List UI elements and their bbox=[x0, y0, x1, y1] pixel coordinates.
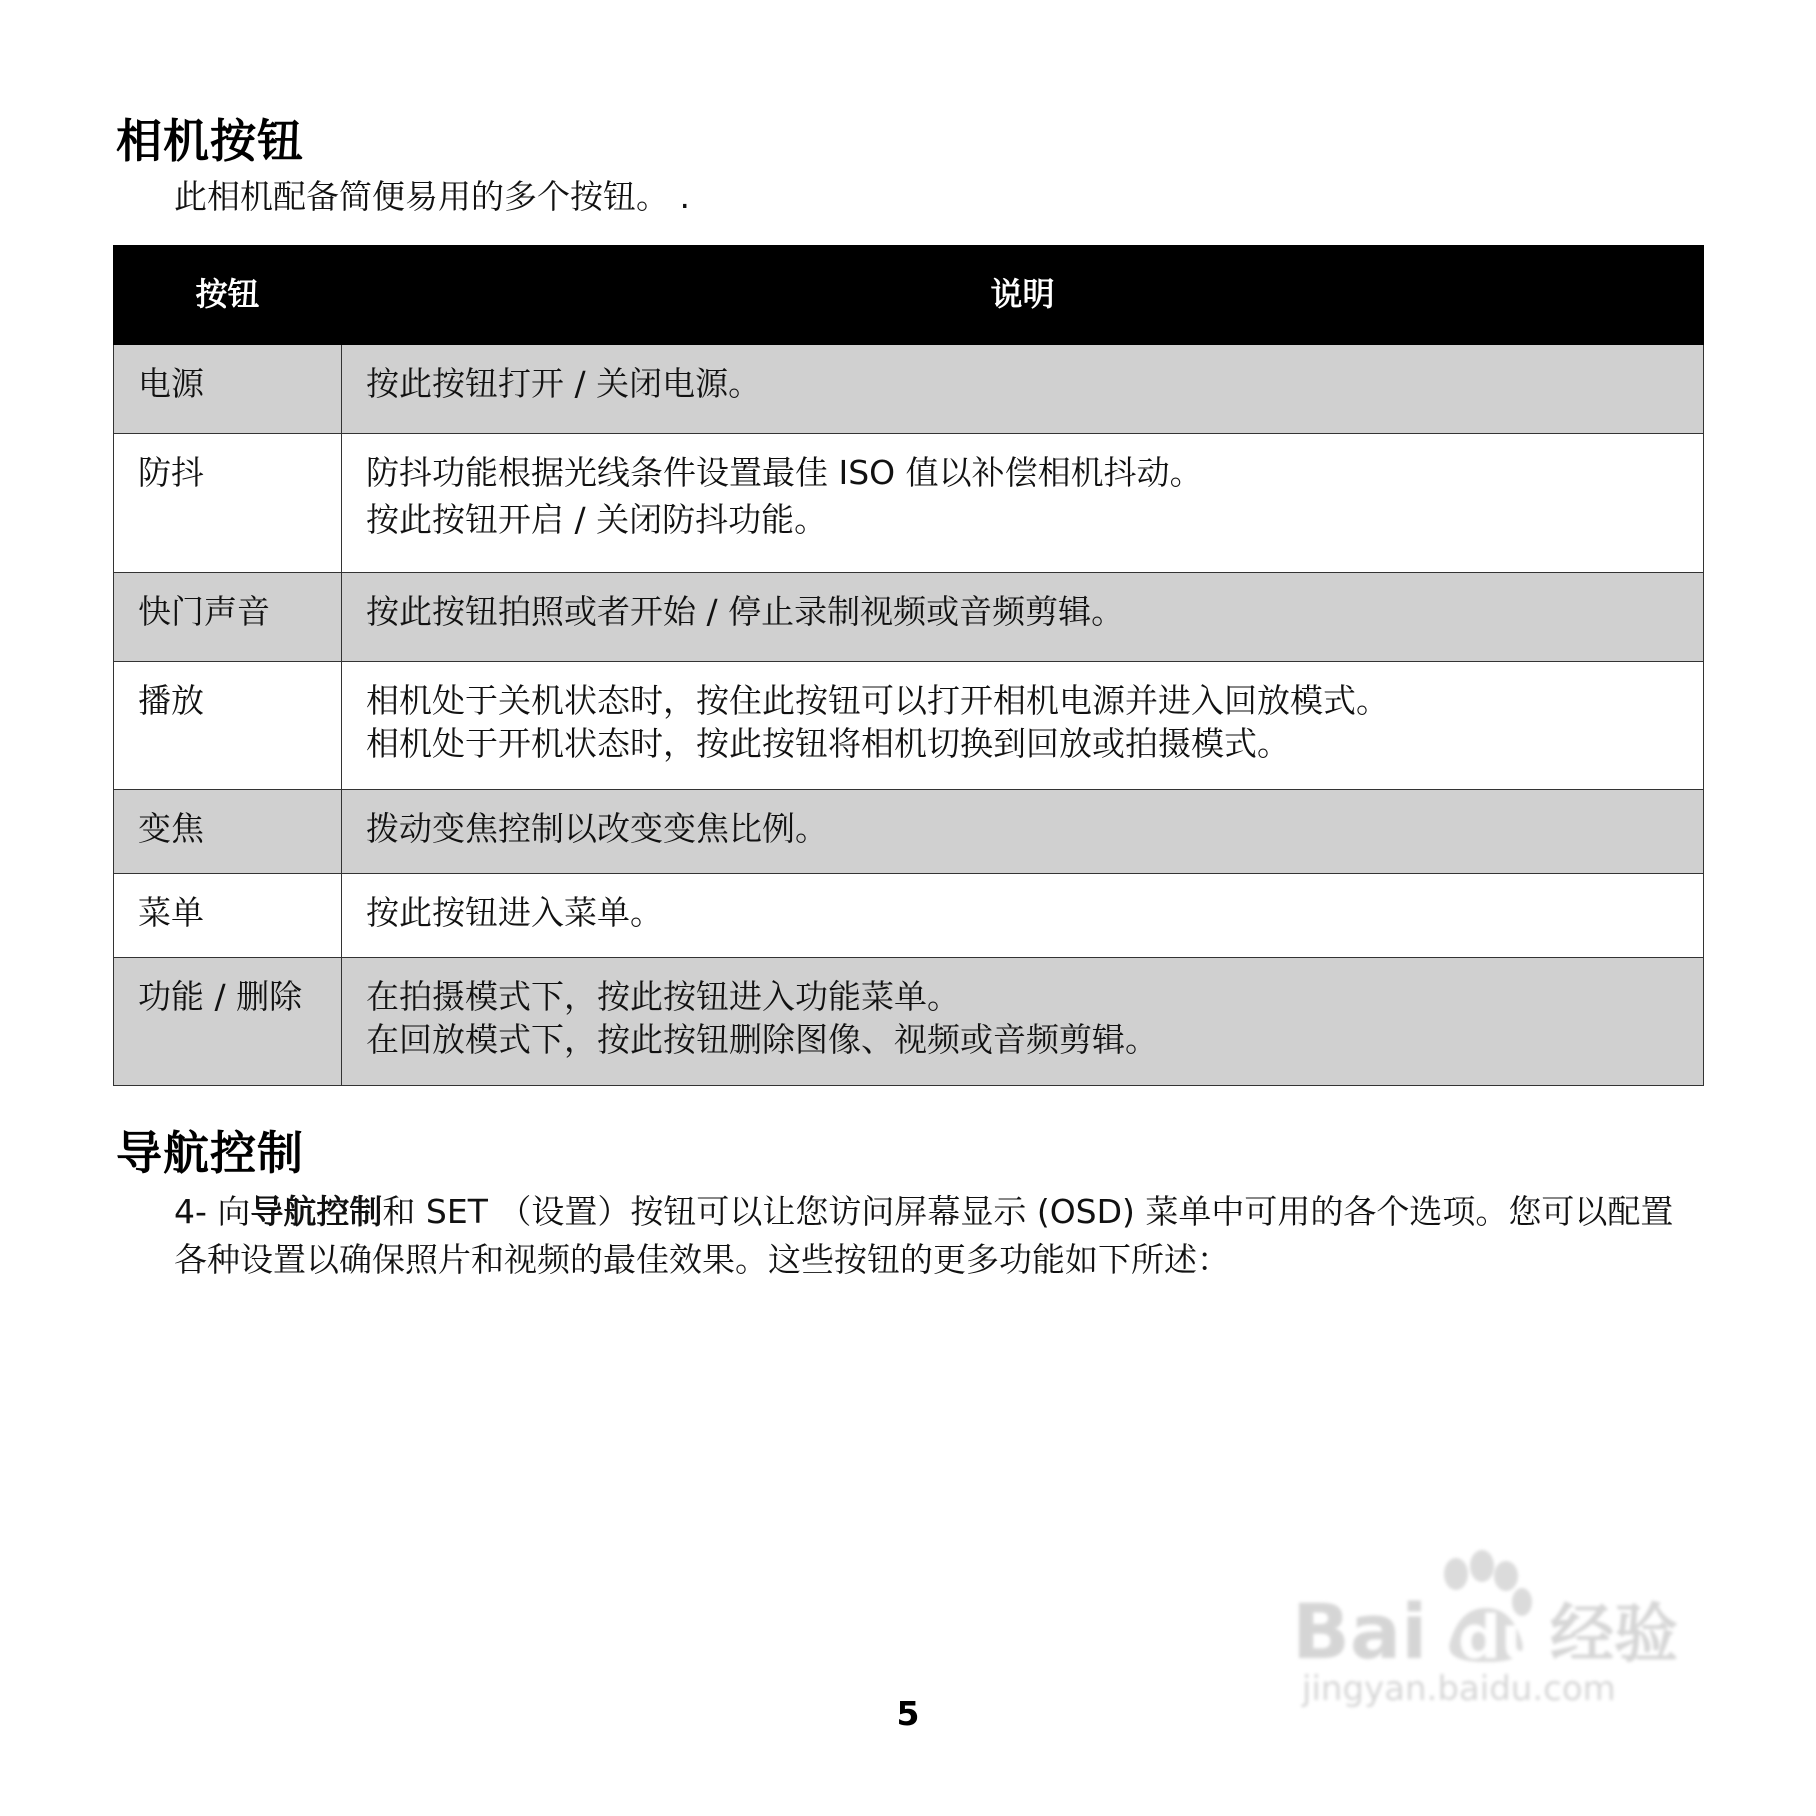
description-line: 相机处于开机状态时，按此按钮将相机切换到回放或拍摄模式。 bbox=[366, 723, 1290, 763]
description-line: 在回放模式下，按此按钮删除图像、视频或音频剪辑。 bbox=[366, 1019, 1158, 1059]
table-row bbox=[114, 874, 1704, 958]
button-description bbox=[342, 958, 1704, 1086]
button-description bbox=[342, 662, 1704, 790]
button-name: 快门声音 bbox=[114, 573, 342, 662]
button-name: 播放 bbox=[114, 662, 342, 790]
button-description bbox=[342, 434, 1704, 573]
table-row bbox=[114, 434, 1704, 573]
button-description bbox=[342, 874, 1704, 958]
description-line: 按此按钮打开 / 关闭电源。 bbox=[366, 364, 762, 403]
table-row bbox=[114, 790, 1704, 874]
nav-para-rest: 和 SET （设置）按钮可以让您访问屏幕显示 (OSD) 菜单中可用的各个选项。您可以配置各种设置以确保照片和视频的最佳效果。这些按钮的更多功能如下所述： bbox=[174, 1192, 1674, 1279]
button-name: 防抖 bbox=[114, 434, 342, 573]
button-name: 功能 / 删除 bbox=[114, 958, 342, 1086]
nav-para-prefix: 4- 向 bbox=[174, 1192, 251, 1231]
button-name: 电源 bbox=[114, 345, 342, 434]
watermark-brand: Bai bbox=[1292, 1587, 1428, 1676]
description-line: 按此按钮进入菜单。 bbox=[366, 893, 663, 932]
description-line: 按此按钮拍照或者开始 / 停止录制视频或音频剪辑。 bbox=[366, 592, 1125, 631]
button-description bbox=[342, 790, 1704, 874]
button-name: 菜单 bbox=[114, 874, 342, 958]
navigation-paragraph bbox=[174, 1188, 1694, 1284]
intro-text: 此相机配备简便易用的多个按钮。 . bbox=[174, 177, 690, 216]
table-row bbox=[114, 662, 1704, 790]
header-button: 按钮 bbox=[114, 246, 342, 345]
table-row bbox=[114, 958, 1704, 1086]
watermark-brand-cn: 经验 bbox=[1550, 1598, 1678, 1672]
button-description bbox=[342, 345, 1704, 434]
buttons-table bbox=[113, 245, 1704, 1086]
description-line: 在拍摄模式下，按此按钮进入功能菜单。 bbox=[366, 977, 960, 1016]
description-line: 相机处于关机状态时，按住此按钮可以打开相机电源并进入回放模式。 bbox=[366, 681, 1389, 720]
nav-para-bold: 导航控制 bbox=[250, 1192, 383, 1231]
section-title-camera-buttons: 相机按钮 bbox=[116, 114, 304, 168]
table-row bbox=[114, 345, 1704, 434]
button-description bbox=[342, 573, 1704, 662]
description-line: 防抖功能根据光线条件设置最佳 ISO 值以补偿相机抖动。 bbox=[366, 453, 1203, 492]
page-number: 5 bbox=[896, 1694, 920, 1733]
table-row bbox=[114, 573, 1704, 662]
watermark-url: jingyan.baidu.com bbox=[1302, 1669, 1616, 1709]
table-header-row bbox=[114, 246, 1704, 345]
section-title-navigation-control: 导航控制 bbox=[116, 1126, 304, 1180]
description-line: 拨动变焦控制以改变变焦比例。 bbox=[366, 809, 828, 848]
baidu-watermark-logo bbox=[1290, 1550, 1720, 1710]
header-description: 说明 bbox=[342, 246, 1704, 345]
watermark-brand-du: du bbox=[1458, 1603, 1544, 1673]
button-name: 变焦 bbox=[114, 790, 342, 874]
description-line: 按此按钮开启 / 关闭防抖功能。 bbox=[366, 499, 828, 539]
